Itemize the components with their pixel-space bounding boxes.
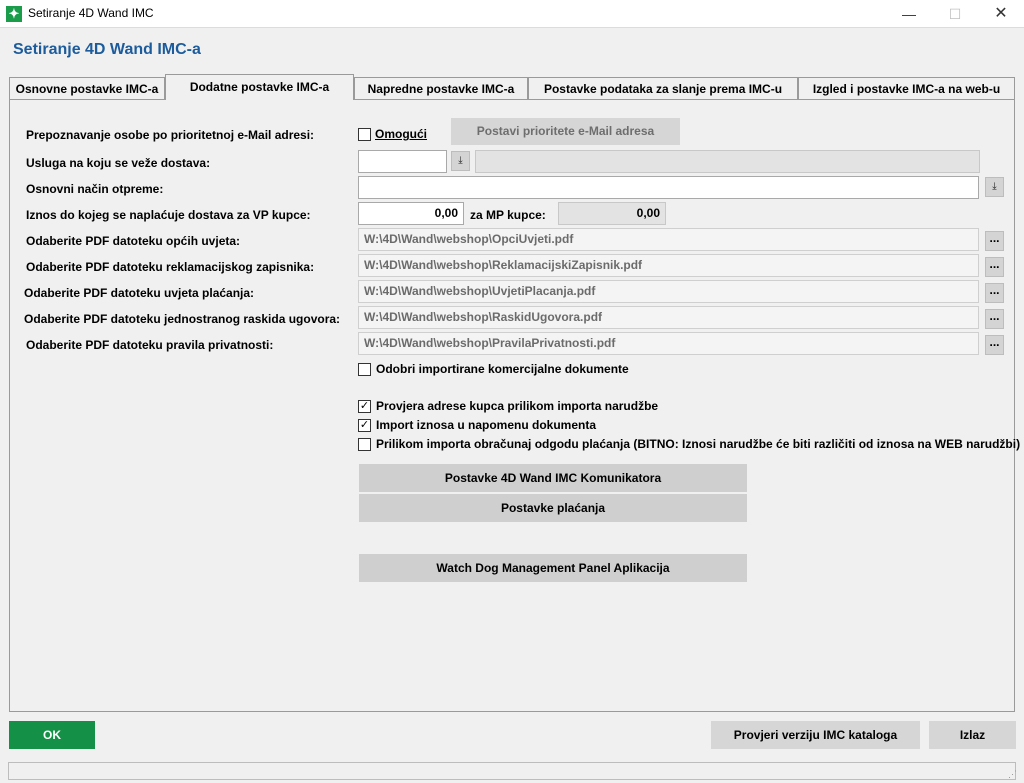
watchdog-panel-button[interactable]: Watch Dog Management Panel Aplikacija bbox=[359, 554, 747, 582]
tab-osnovne-postavke[interactable] bbox=[9, 77, 165, 99]
payment-settings-button[interactable]: Postavke plaćanja bbox=[359, 494, 747, 522]
mp-amount-input[interactable]: 0,00 bbox=[558, 202, 666, 225]
pdf-browse-uvjeti-placanja-button[interactable]: ... bbox=[985, 283, 1004, 303]
tab-panel bbox=[9, 99, 1021, 712]
tab-napredne-postavke[interactable] bbox=[354, 77, 528, 99]
page-title: Setiranje 4D Wand IMC-a bbox=[13, 41, 201, 58]
shipping-method-label: Osnovni način otpreme: bbox=[26, 182, 164, 196]
deferred-payment-checkbox[interactable] bbox=[358, 438, 371, 451]
pdf-browse-raskid-ugovora-button[interactable]: ... bbox=[985, 309, 1004, 329]
tab-label: Izgled i postavke IMC-a na web-u bbox=[812, 82, 1001, 96]
maximize-button[interactable]: ☐ bbox=[948, 6, 962, 22]
resize-grip-icon[interactable]: ⋰ bbox=[1008, 769, 1017, 779]
pdf-input-pravila-privatnosti[interactable]: W:\4D\Wand\webshop\PravilaPrivatnosti.pdf bbox=[358, 332, 979, 355]
pdf-browse-reklamacijski-button[interactable]: ... bbox=[985, 257, 1004, 277]
communicator-settings-button[interactable]: Postavke 4D Wand IMC Komunikatora bbox=[359, 464, 747, 492]
pdf-input-opci-uvjeti[interactable]: W:\4D\Wand\webshop\OpciUvjeti.pdf bbox=[358, 228, 979, 251]
delivery-service-dropdown-icon[interactable]: ⤓ bbox=[451, 151, 470, 171]
mp-amount-label: za MP kupce: bbox=[470, 208, 546, 222]
tab-label: Napredne postavke IMC-a bbox=[367, 82, 515, 96]
window-title: Setiranje 4D Wand IMC bbox=[28, 6, 154, 20]
shipping-method-input[interactable] bbox=[358, 176, 979, 199]
pdf-label-pravila-privatnosti: Odaberite PDF datoteku pravila privatnosti: bbox=[26, 338, 274, 352]
deferred-payment-label: Prilikom importa obračunaj odgodu plaćanja (BITNO: Iznosi narudžbe će biti različiti od iznosa na WEB narudžbi) bbox=[376, 437, 1021, 451]
title-bar bbox=[0, 0, 1024, 28]
import-amount-checkbox[interactable]: ✓ bbox=[359, 419, 370, 431]
pdf-label-opci-uvjeti: Odaberite PDF datoteku općih uvjeta: bbox=[26, 234, 241, 248]
vp-amount-input[interactable]: 0,00 bbox=[358, 202, 464, 225]
tab-dodatne-postavke[interactable] bbox=[165, 74, 354, 100]
check-address-label: Provjera adrese kupca prilikom importa narudžbe bbox=[376, 399, 659, 413]
omoguci-label: Omogući bbox=[375, 127, 428, 141]
email-priority-button[interactable]: Postavi prioritete e-Mail adresa bbox=[451, 118, 680, 145]
delivery-service-description bbox=[475, 150, 980, 173]
exit-button[interactable]: Izlaz bbox=[929, 721, 1016, 749]
check-version-button[interactable]: Provjeri verziju IMC kataloga bbox=[711, 721, 920, 749]
pdf-label-uvjeti-placanja: Odaberite PDF datoteku uvjeta plaćanja: bbox=[24, 286, 255, 300]
pdf-input-uvjeti-placanja[interactable]: W:\4D\Wand\webshop\UvjetiPlacanja.pdf bbox=[358, 280, 979, 303]
pdf-label-raskid-ugovora: Odaberite PDF datoteku jednostranog raskida ugovora: bbox=[24, 312, 341, 326]
tab-label: Osnovne postavke IMC-a bbox=[15, 82, 159, 96]
app-icon: ✦ bbox=[6, 6, 22, 22]
pdf-browse-opci-uvjeti-button[interactable]: ... bbox=[985, 231, 1004, 251]
import-amount-label: Import iznosa u napomenu dokumenta bbox=[376, 418, 597, 432]
delivery-service-label: Usluga na koju se veže dostava: bbox=[26, 156, 211, 170]
pdf-input-raskid-ugovora[interactable]: W:\4D\Wand\webshop\RaskidUgovora.pdf bbox=[358, 306, 979, 329]
pdf-label-reklamacijski: Odaberite PDF datoteku reklamacijskog zapisnika: bbox=[26, 260, 315, 274]
email-priority-label: Prepoznavanje osobe po prioritetnoj e-Mail adresi: bbox=[26, 128, 315, 142]
delivery-service-input[interactable] bbox=[358, 150, 447, 173]
approve-imported-checkbox[interactable] bbox=[358, 363, 371, 376]
tab-label: Postavke podataka za slanje prema IMC-u bbox=[543, 82, 783, 96]
tab-label: Dodatne postavke IMC-a bbox=[189, 80, 330, 94]
delivery-amount-label: Iznos do kojeg se naplaćuje dostava za VP kupce: bbox=[26, 208, 311, 222]
pdf-browse-pravila-privatnosti-button[interactable]: ... bbox=[985, 335, 1004, 355]
minimize-button[interactable]: — bbox=[902, 6, 916, 22]
tab-izgled-postavke[interactable] bbox=[798, 77, 1015, 99]
tab-postavke-podataka[interactable] bbox=[528, 77, 798, 99]
close-button[interactable]: ✕ bbox=[994, 5, 1008, 22]
status-bar bbox=[8, 762, 1016, 780]
check-address-checkbox[interactable]: ✓ bbox=[359, 400, 370, 412]
ok-button[interactable]: OK bbox=[9, 721, 95, 749]
shipping-method-dropdown-icon[interactable]: ⤓ bbox=[985, 177, 1004, 197]
pdf-input-reklamacijski[interactable]: W:\4D\Wand\webshop\ReklamacijskiZapisnik.pdf bbox=[358, 254, 979, 277]
approve-imported-label: Odobri importirane komercijalne dokumente bbox=[376, 362, 629, 376]
omoguci-checkbox[interactable] bbox=[358, 128, 371, 141]
